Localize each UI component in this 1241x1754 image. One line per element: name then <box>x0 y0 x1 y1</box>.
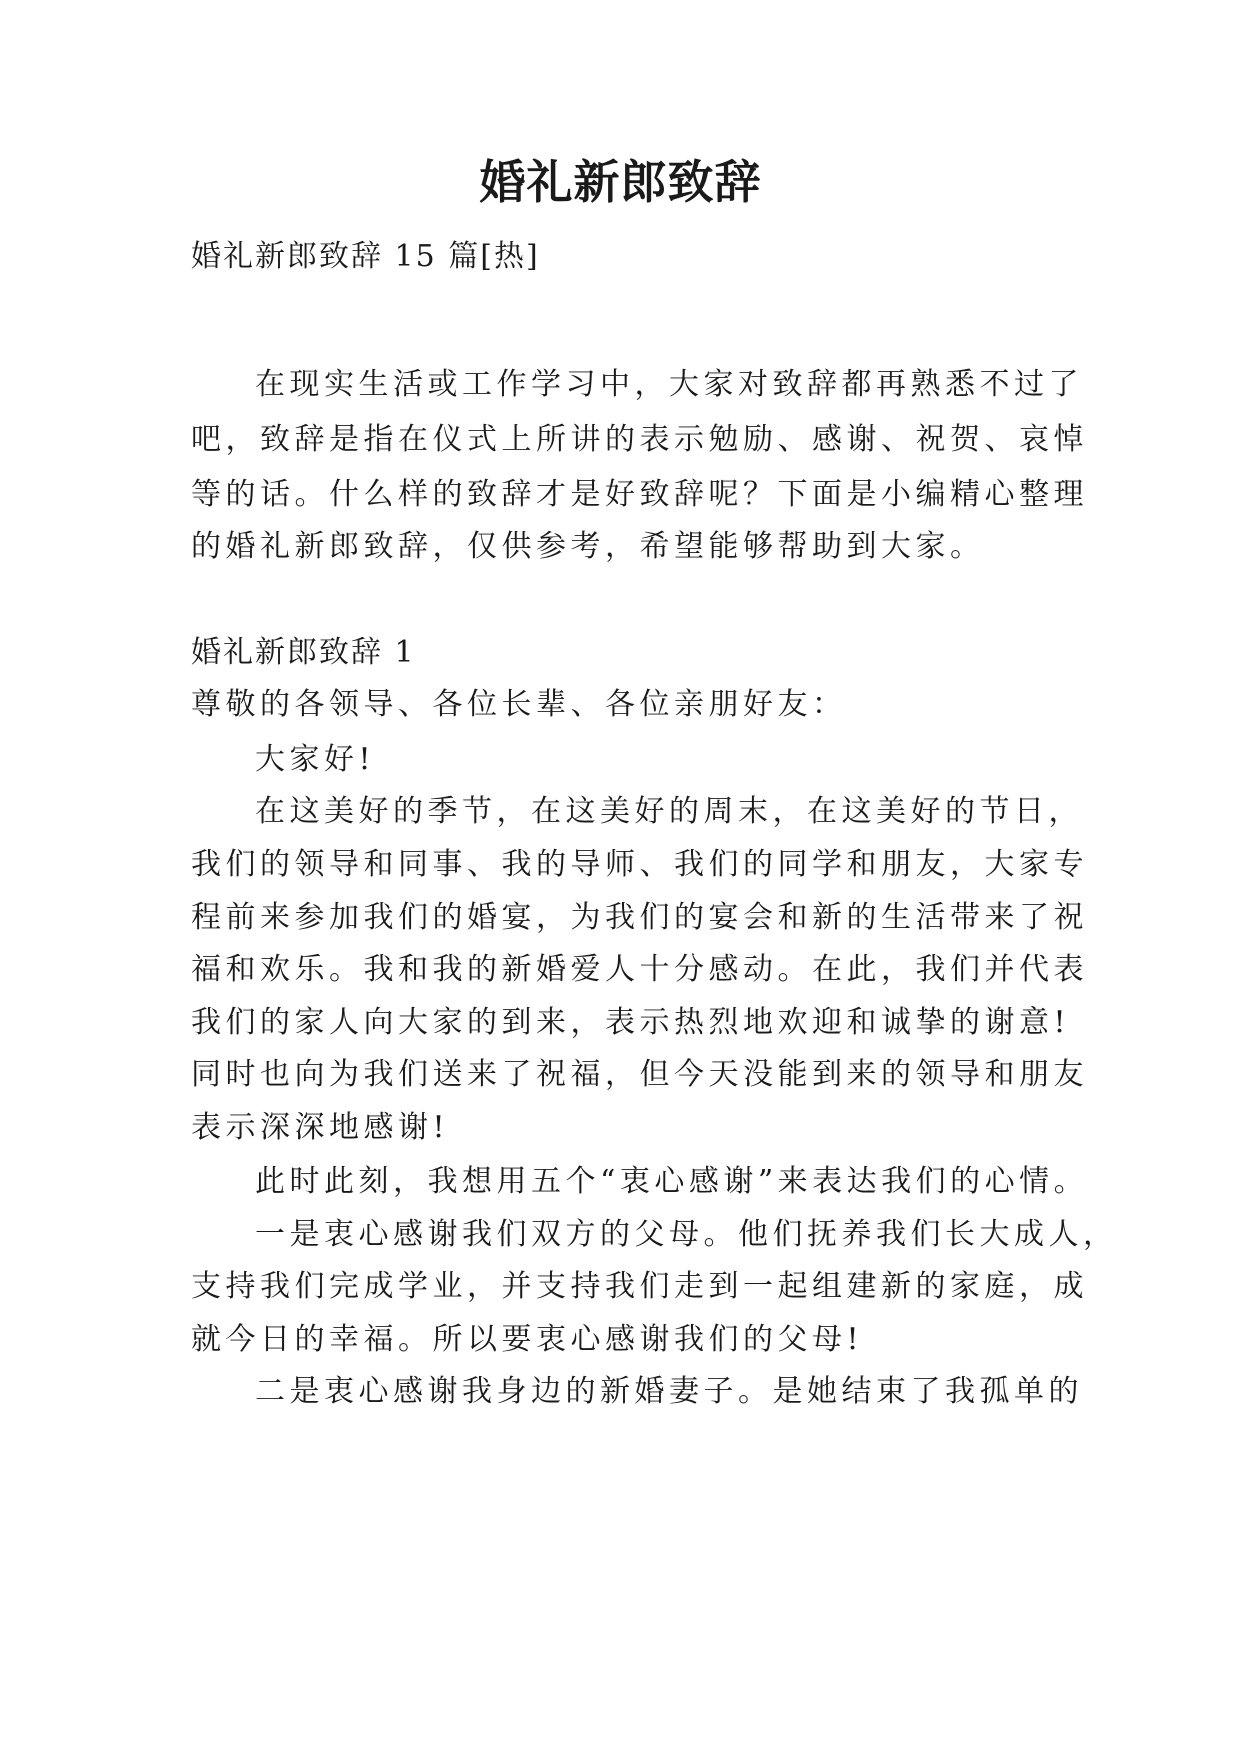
document-subtitle: 婚礼新郎致辞 15 篇[热] <box>191 239 540 274</box>
body-line: 我们的家人向大家的到来，表示热烈地欢迎和诚挚的谢意! <box>191 1005 1071 1040</box>
section-heading: 婚礼新郎致辞 1 <box>191 635 416 670</box>
salutation: 尊敬的各领导、各位长辈、各位亲朋好友： <box>191 687 847 722</box>
body-line: 表示深深地感谢! <box>191 1110 450 1145</box>
body-line: 福和欢乐。我和我的新婚爱人十分感动。在此，我们并代表 <box>191 952 1088 987</box>
body-line: 二是衷心感谢我身边的新婚妻子。是她结束了我孤单的 <box>255 1374 1083 1409</box>
intro-line: 的婚礼新郎致辞，仅供参考，希望能够帮助到大家。 <box>191 529 985 564</box>
body-line: 此时此刻，我想用五个“衷心感谢”来表达我们的心情。 <box>255 1164 1089 1199</box>
body-line: 在这美好的季节，在这美好的周末，在这美好的节日， <box>255 794 1083 829</box>
body-line: 程前来参加我们的婚宴，为我们的宴会和新的生活带来了祝 <box>191 900 1088 935</box>
body-line: 就今日的幸福。所以要衷心感谢我们的父母! <box>191 1322 864 1357</box>
body-line: 支持我们完成学业，并支持我们走到一起组建新的家庭，成 <box>191 1269 1088 1304</box>
body-line: 一是衷心感谢我们双方的父母。他们抚养我们长大成人， <box>255 1217 1118 1252</box>
greeting: 大家好! <box>255 742 376 777</box>
intro-line: 在现实生活或工作学习中，大家对致辞都再熟悉不过了 <box>255 367 1083 402</box>
body-line: 同时也向为我们送来了祝福，但今天没能到来的领导和朋友 <box>191 1057 1088 1092</box>
document-title: 婚礼新郎致辞 <box>479 155 762 209</box>
intro-line: 吧，致辞是指在仪式上所讲的表示勉励、感谢、祝贺、哀悼 <box>191 422 1088 457</box>
body-line: 我们的领导和同事、我的导师、我们的同学和朋友，大家专 <box>191 847 1088 882</box>
intro-line: 等的话。什么样的致辞才是好致辞呢？下面是小编精心整理 <box>191 477 1088 512</box>
